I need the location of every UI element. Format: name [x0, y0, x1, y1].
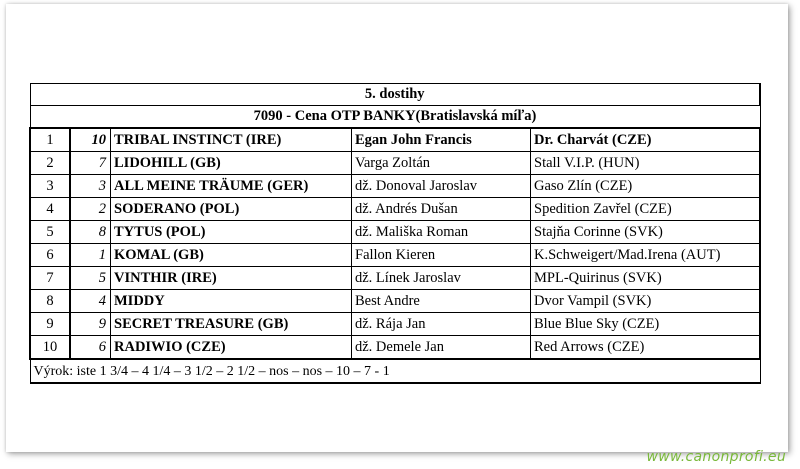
owner-cell: Stajňa Corinne (SVK): [531, 221, 761, 244]
owner-cell: Dr. Charvát (CZE): [531, 128, 761, 152]
owner-cell: Dvor Vampil (SVK): [531, 290, 761, 313]
jockey-cell: dž. Mališka Roman: [352, 221, 531, 244]
start-number-cell: 2: [70, 198, 111, 221]
position-cell: 9: [30, 313, 70, 336]
start-number-cell: 9: [70, 313, 111, 336]
owner-cell: Spedition Zavřel (CZE): [531, 198, 761, 221]
start-number-cell: 5: [70, 267, 111, 290]
horse-name-cell: MIDDY: [111, 290, 352, 313]
position-cell: 2: [30, 152, 70, 175]
jockey-cell: Best Andre: [352, 290, 531, 313]
owner-cell: Blue Blue Sky (CZE): [531, 313, 761, 336]
owner-cell: Stall V.I.P. (HUN): [531, 152, 761, 175]
horse-name-cell: VINTHIR (IRE): [111, 267, 352, 290]
verdict-row: [30, 359, 760, 383]
jockey-cell: Varga Zoltán: [352, 152, 531, 175]
race-number-title: 5. dostihy: [30, 84, 760, 106]
jockey-cell: dž. Línek Jaroslav: [352, 267, 531, 290]
jockey-cell: Fallon Kieren: [352, 244, 531, 267]
jockey-cell: dž. Rája Jan: [352, 313, 531, 336]
table-row: [30, 336, 760, 360]
horse-name-cell: ALL MEINE TRÄUME (GER): [111, 175, 352, 198]
horse-name-cell: TRIBAL INSTINCT (IRE): [111, 128, 352, 152]
table-row: [30, 290, 760, 313]
start-number-cell: 1: [70, 244, 111, 267]
horse-name-cell: TYTUS (POL): [111, 221, 352, 244]
position-cell: 4: [30, 198, 70, 221]
start-number-cell: 3: [70, 175, 111, 198]
position-cell: 8: [30, 290, 70, 313]
horse-name-cell: LIDOHILL (GB): [111, 152, 352, 175]
race-results-table: [29, 83, 761, 384]
owner-cell: Gaso Zlín (CZE): [531, 175, 761, 198]
table-row: [30, 128, 760, 152]
table-row: [30, 175, 760, 198]
position-cell: 10: [30, 336, 70, 360]
owner-cell: MPL-Quirinus (SVK): [531, 267, 761, 290]
horse-name-cell: RADIWIO (CZE): [111, 336, 352, 360]
horse-name-cell: SECRET TREASURE (GB): [111, 313, 352, 336]
start-number-cell: 7: [70, 152, 111, 175]
start-number-cell: 6: [70, 336, 111, 360]
position-cell: 1: [30, 128, 70, 152]
table-row: [30, 152, 760, 175]
start-number-cell: 10: [70, 128, 111, 152]
table-row: [30, 198, 760, 221]
position-cell: 7: [30, 267, 70, 290]
jockey-cell: dž. Donoval Jaroslav: [352, 175, 531, 198]
table-row: [30, 221, 760, 244]
table-row: [30, 313, 760, 336]
position-cell: 5: [30, 221, 70, 244]
position-cell: 6: [30, 244, 70, 267]
table-row: [30, 267, 760, 290]
position-cell: 3: [30, 175, 70, 198]
table-row: [30, 244, 760, 267]
owner-cell: Red Arrows (CZE): [531, 336, 761, 360]
jockey-cell: dž. Demele Jan: [352, 336, 531, 360]
owner-cell: K.Schweigert/Mad.Irena (AUT): [531, 244, 761, 267]
horse-name-cell: KOMAL (GB): [111, 244, 352, 267]
jockey-cell: dž. Andrés Dušan: [352, 198, 531, 221]
watermark-text: www.canonprofi.eu: [646, 449, 786, 465]
verdict-text: Výrok: iste 1 3/4 – 4 1/4 – 3 1/2 – 2 1/2 – nos – nos – 10 – 7 - 1: [30, 359, 760, 383]
start-number-cell: 8: [70, 221, 111, 244]
horse-name-cell: SODERANO (POL): [111, 198, 352, 221]
jockey-cell: Egan John Francis: [352, 128, 531, 152]
race-name-title: 7090 - Cena OTP BANKY(Bratislavská míľa): [30, 106, 760, 129]
start-number-cell: 4: [70, 290, 111, 313]
